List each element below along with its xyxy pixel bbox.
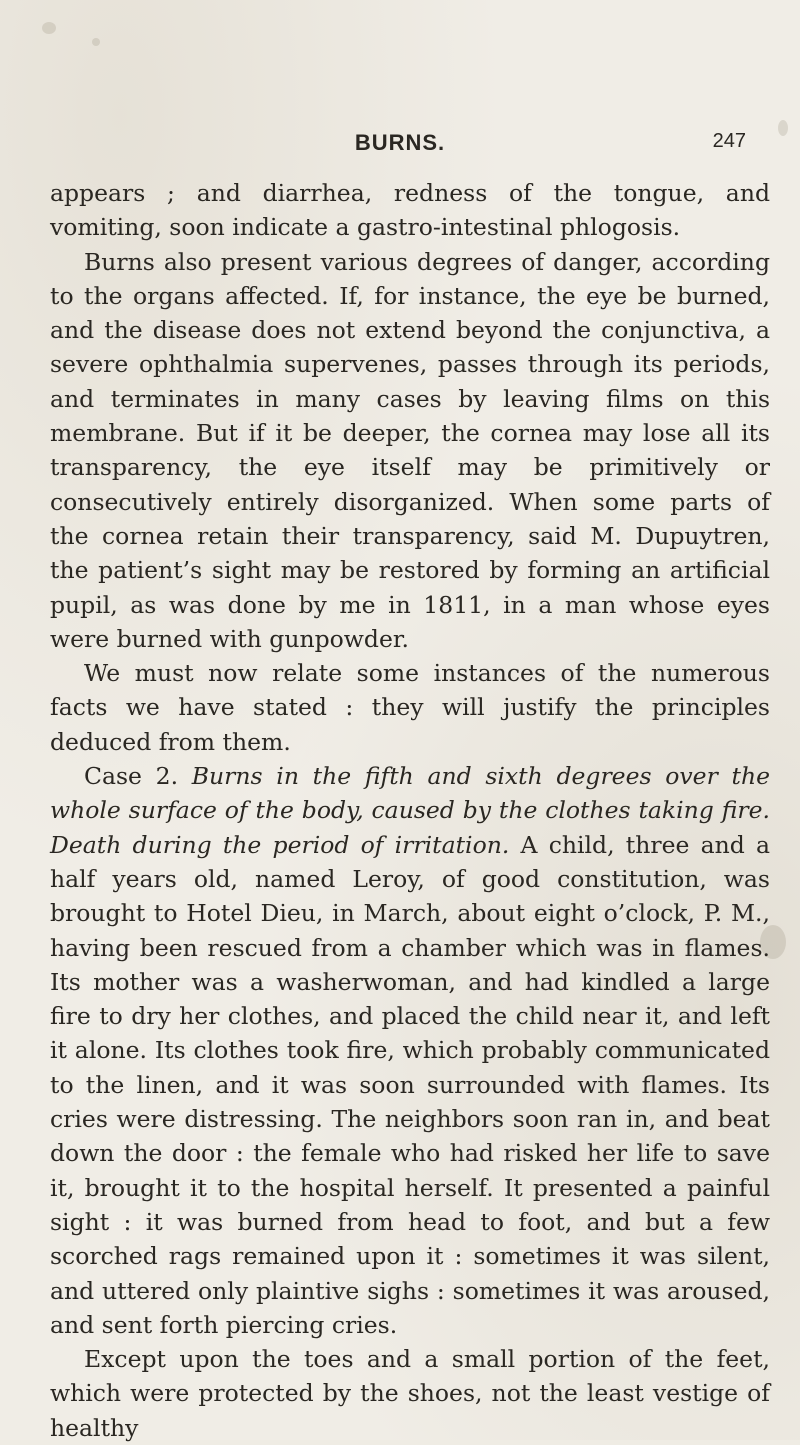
- running-title: BURNS.: [354, 130, 446, 155]
- body-text: [50, 176, 770, 1445]
- paragraph: Except upon the toes and a small portion of the feet, which were protected by the shoes, not the least vestige of healthy: [50, 1345, 770, 1442]
- case-title: Burns in the fifth and sixth degrees over the whole surface of the body, caused by the clothes taking fire. Death during the period of irritation.: [50, 762, 770, 859]
- paragraph: Burns also present various degrees of danger, according to the organs affected. If, for instance, the eye be burned, and the disease does not extend beyond the conjunctiva, a severe ophthalmia supervenes, passes through its periods, and terminates in many cases by leaving films on this membrane. But if it be deeper, the cornea may lose all its transparency, the eye itself may be primitively or consecutively entirely disorganized. When some parts of the cornea retain their transparency, said M. Dupuytren, the patient’s sight may be restored by forming an artificial pupil, as was done by me in 1811, in a man whose eyes were burned with gunpowder.: [50, 247, 770, 653]
- page-number: 247: [712, 130, 746, 152]
- foxing-spot: [42, 22, 56, 34]
- case-text: A child, three and a half years old, named Leroy, of good constitution, was brought to Hotel Dieu, in March, about eight o’clock, P. M., having been rescued from a chamber which was in flames. Its mother was a washerwoman, and had kindled a large fire to dry her clothes, and placed the child near it, and left it alone. Its clothes took fire, which probably communicated to the linen, and it was soon surrounded with flames. Its cries were distressing. The neighbors soon ran in, and beat down the door : the female who had risked her life to save it, brought it to the hospital herself. It presented a painful sight : it was burned from head to foot, and but a few scorched rags remained upon it : sometimes it was silent, and uttered only plaintive sighs : sometimes it was aroused, and sent forth piercing cries.: [50, 830, 770, 1339]
- case-paragraph: [50, 759, 770, 1342]
- foxing-spot: [92, 38, 100, 46]
- page-header: [50, 130, 750, 166]
- foxing-spot: [778, 120, 788, 136]
- paragraph: appears ; and diarrhea, redness of the tongue, and vomiting, soon indicate a gastro-intestinal phlogosis.: [50, 179, 770, 242]
- case-label: Case 2.: [84, 762, 179, 791]
- paragraph: We must now relate some instances of the numerous facts we have stated : they will justify the principles deduced from them.: [50, 659, 770, 756]
